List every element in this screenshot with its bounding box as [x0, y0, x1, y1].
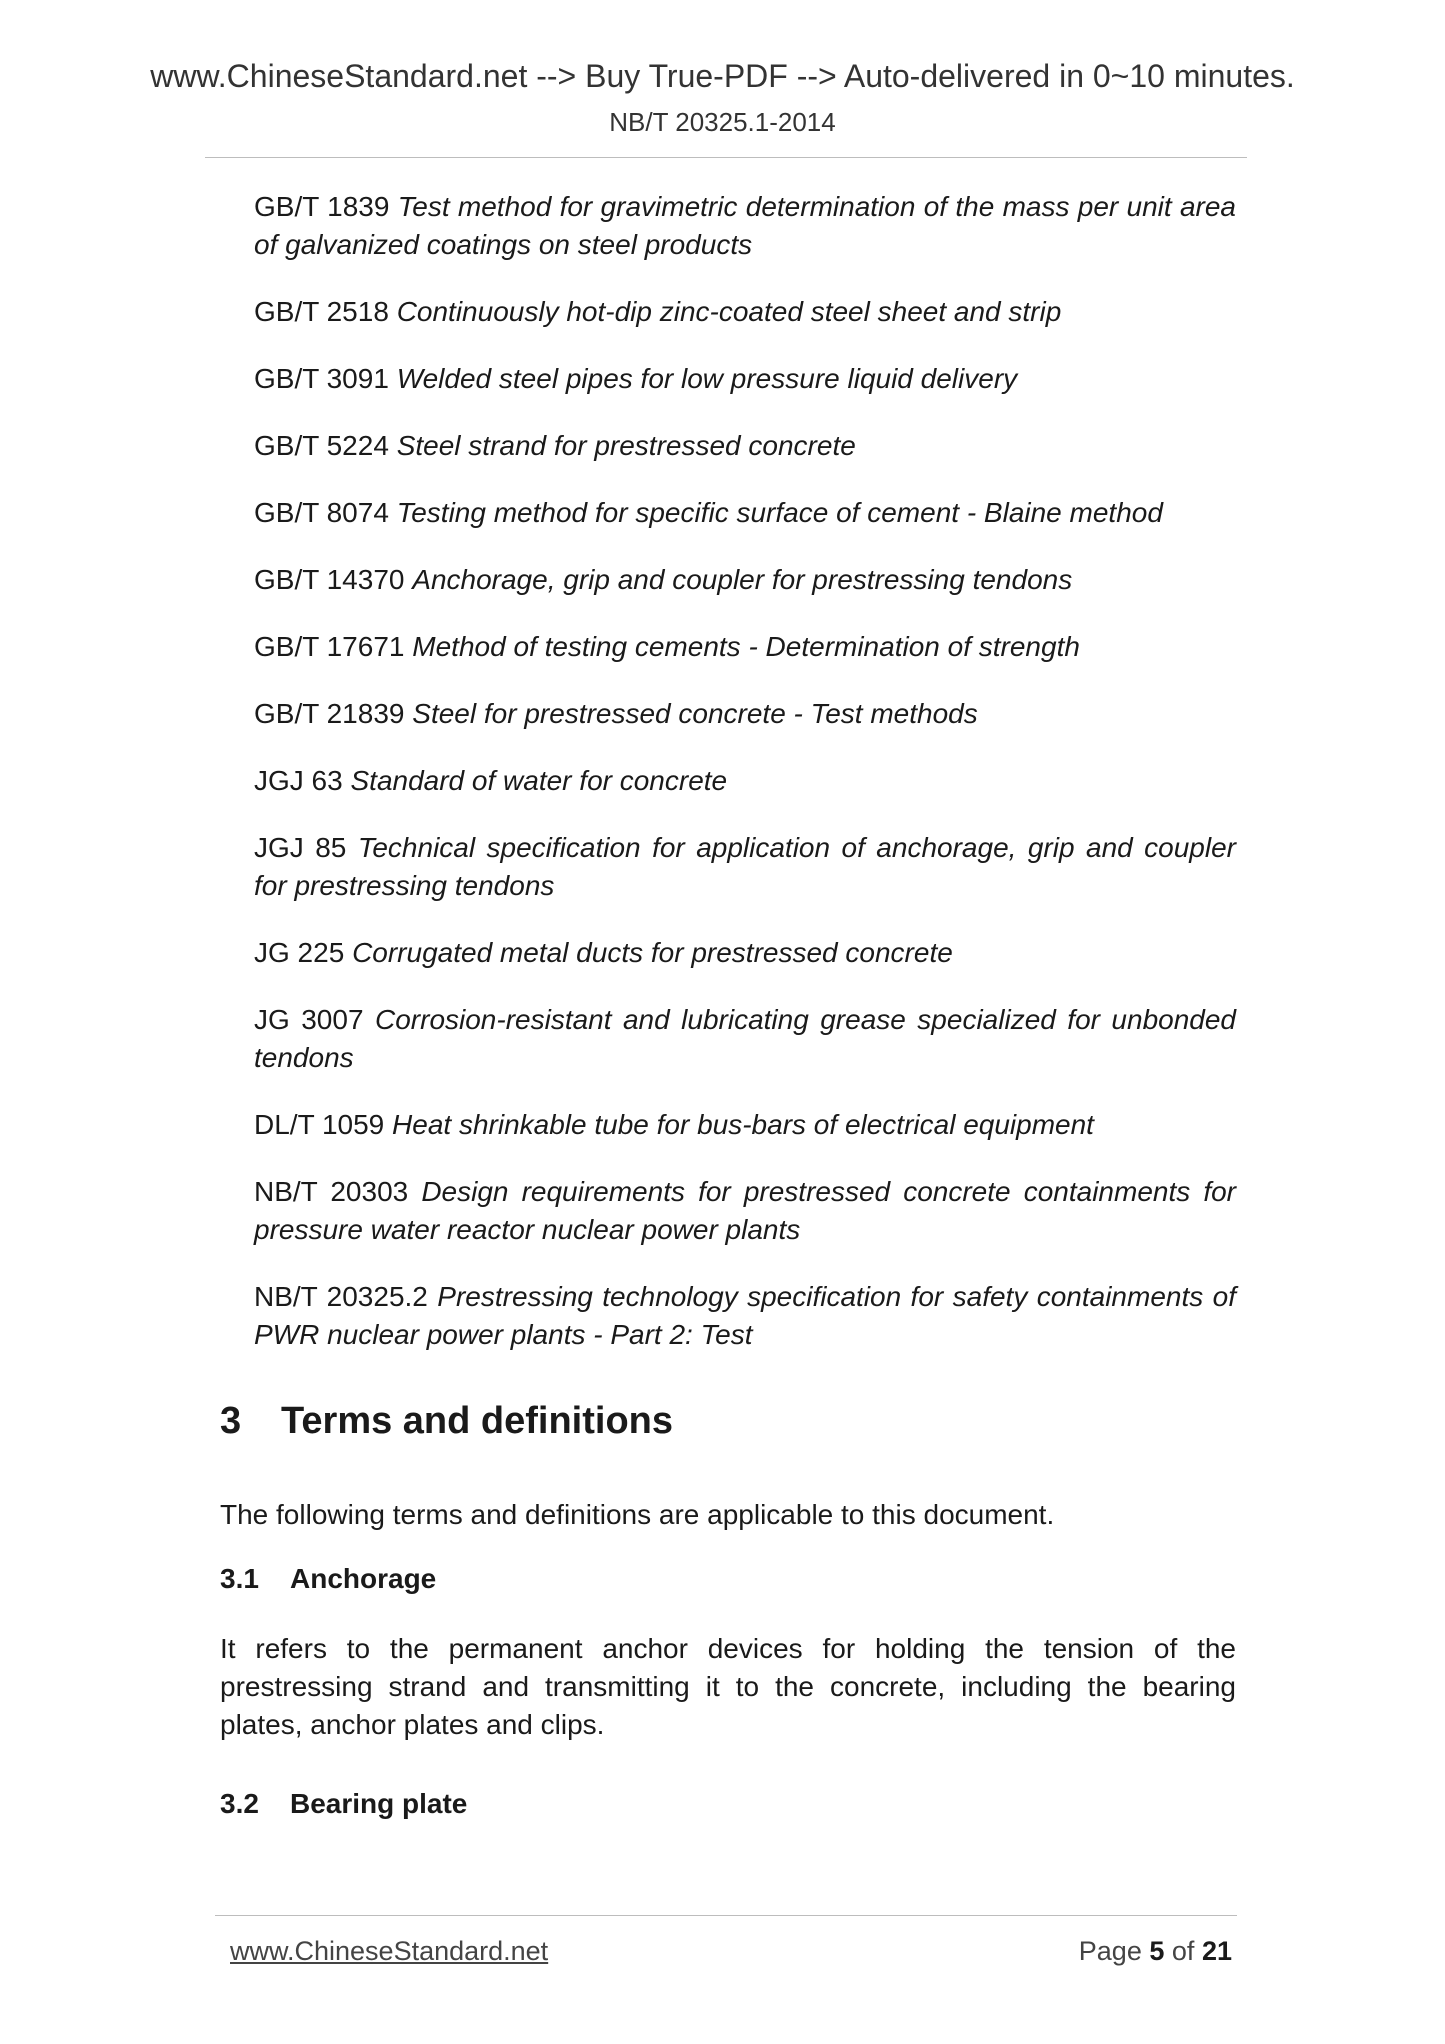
reference-title: Welded steel pipes for low pressure liquid delivery	[396, 363, 1018, 394]
reference-item	[254, 1173, 1236, 1249]
reference-code: GB/T 17671	[254, 631, 405, 662]
reference-item	[254, 628, 1236, 666]
document-id: NB/T 20325.1-2014	[609, 107, 836, 137]
reference-item	[254, 762, 1236, 800]
term-title: Anchorage	[290, 1563, 437, 1594]
reference-title: Testing method for specific surface of cement - Blaine method	[396, 497, 1163, 528]
reference-code: GB/T 3091	[254, 363, 389, 394]
reference-title: Prestressing technology specification for safety containments of PWR nuclear power plants - Part 2: Test	[254, 1281, 1236, 1350]
reference-item	[254, 695, 1236, 733]
reference-item	[254, 188, 1236, 264]
reference-title: Design requirements for prestressed concrete containments for pressure water reactor nuclear power plants	[254, 1176, 1237, 1245]
page-current: 5	[1149, 1936, 1165, 1966]
reference-code: NB/T 20303	[254, 1176, 409, 1207]
page-number	[1079, 1936, 1232, 1967]
page-of: of	[1171, 1936, 1195, 1966]
reference-title: Heat shrinkable tube for bus-bars of electrical equipment	[392, 1109, 1094, 1140]
reference-title: Continuously hot-dip zinc-coated steel sheet and strip	[396, 296, 1062, 327]
reference-code: JG 225	[254, 937, 345, 968]
header-banner: www.ChineseStandard.net --> Buy True-PDF --> Auto-delivered in 0~10 minutes.	[150, 58, 1295, 94]
section-intro: The following terms and definitions are applicable to this document.	[220, 1499, 1055, 1530]
reference-item	[254, 1001, 1236, 1077]
footer-site-link[interactable]: www.ChineseStandard.net	[230, 1936, 549, 1966]
reference-code: GB/T 5224	[254, 430, 389, 461]
reference-code: JG 3007	[254, 1004, 364, 1035]
term-number: 3.2	[220, 1788, 259, 1819]
reference-code: GB/T 1839	[254, 191, 390, 222]
reference-title: Steel strand for prestressed concrete	[396, 430, 856, 461]
page-total: 21	[1201, 1936, 1232, 1966]
reference-code: JGJ 85	[254, 832, 347, 863]
reference-code: GB/T 14370	[254, 564, 405, 595]
term-heading	[220, 1788, 467, 1820]
reference-code: JGJ 63	[254, 765, 343, 796]
footer-divider	[215, 1915, 1237, 1916]
reference-title: Technical specification for application of anchorage, grip and coupler for prestressing tendons	[254, 832, 1236, 901]
reference-item	[254, 360, 1236, 398]
reference-code: NB/T 20325.2	[254, 1281, 428, 1312]
reference-title: Method of testing cements - Determination of strength	[412, 631, 1080, 662]
reference-item	[254, 494, 1236, 532]
term-definition: It refers to the permanent anchor devices for holding the tension of the prestressing strand and transmitting it to the concrete, including the bearing plates, anchor plates and clips.	[220, 1633, 1236, 1740]
reference-code: GB/T 21839	[254, 698, 405, 729]
reference-item	[254, 561, 1236, 599]
reference-item	[254, 427, 1236, 465]
reference-item	[254, 1106, 1236, 1144]
term-title: Bearing plate	[290, 1788, 468, 1819]
reference-code: GB/T 2518	[254, 296, 389, 327]
reference-title: Corrosion-resistant and lubricating grease specialized for unbonded tendons	[254, 1004, 1236, 1073]
reference-item	[254, 934, 1236, 972]
page-label: Page	[1078, 1936, 1142, 1966]
reference-code: DL/T 1059	[254, 1109, 385, 1140]
reference-item	[254, 1278, 1236, 1354]
reference-item	[254, 293, 1236, 331]
section-title: Terms and definitions	[281, 1400, 674, 1442]
header-divider	[205, 157, 1247, 158]
term-number: 3.1	[220, 1563, 259, 1594]
term-heading	[220, 1563, 436, 1595]
section-heading	[220, 1400, 673, 1443]
reference-code: GB/T 8074	[254, 497, 389, 528]
reference-title: Anchorage, grip and coupler for prestressing tendons	[412, 564, 1073, 595]
reference-item	[254, 829, 1236, 905]
reference-title: Corrugated metal ducts for prestressed concrete	[352, 937, 953, 968]
reference-title: Standard of water for concrete	[350, 765, 728, 796]
reference-title: Steel for prestressed concrete - Test methods	[412, 698, 978, 729]
section-number: 3	[220, 1400, 242, 1442]
normative-references-list	[254, 188, 1236, 1383]
reference-title: Test method for gravimetric determination of the mass per unit area of galvanized coatings on steel products	[254, 191, 1236, 260]
